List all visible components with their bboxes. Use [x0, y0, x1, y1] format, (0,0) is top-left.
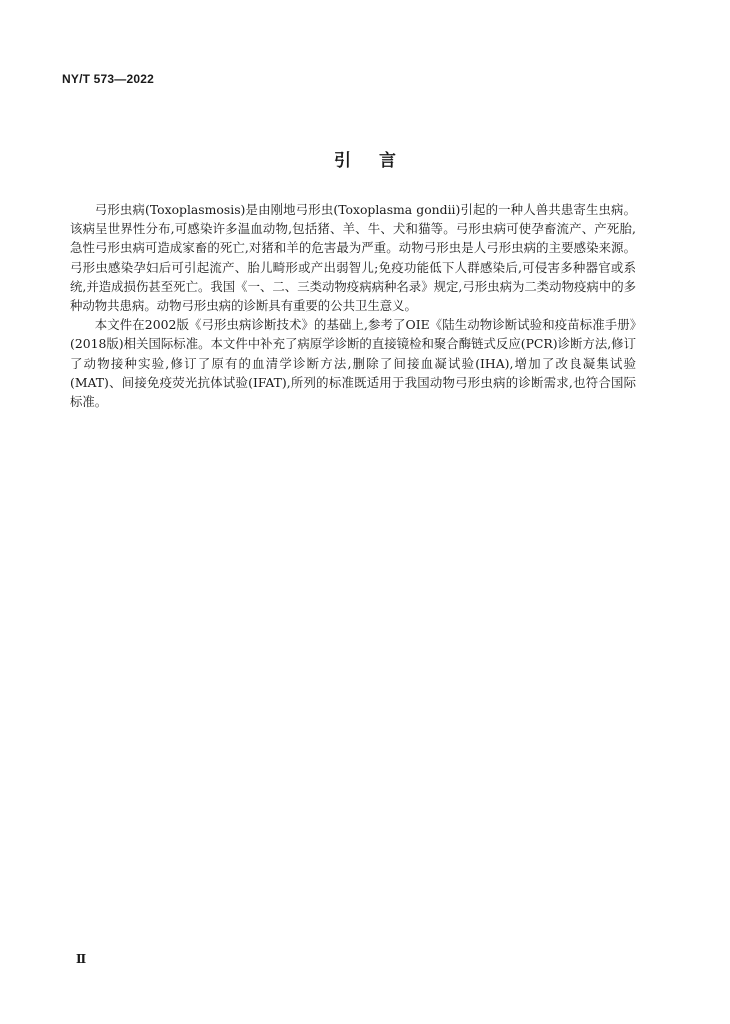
page-title: 引言: [334, 151, 424, 171]
paragraph: 本文件在2002版《弓形虫病诊断技术》的基础上,参考了OIE《陆生动物诊断试验和疫苗标准手册》(2018版)相关国际标准。本文件中补充了病原学诊断的直接镜检和聚合酶链式反应(PCR)诊断方法,修订了动物接种实验,修订了原有的血清学诊断方法,删除了间接血凝试验(IHA),增加了改良凝集试验(MAT)、间接免疫荧光抗体试验(IFAT),所列的标准既适用于我国动物弓形虫病的诊断需求,也符合国际标准。: [70, 317, 636, 410]
standard-code: NY/T 573—2022: [62, 72, 154, 86]
page-number: Ⅱ: [76, 952, 87, 966]
paragraph: 弓形虫病(Toxoplasmosis)是由刚地弓形虫(Toxoplasma gondii)引起的一种人兽共患寄生虫病。该病呈世界性分布,可感染许多温血动物,包括猪、羊、牛、犬和猫等。弓形虫病可使孕畜流产、产死胎,急性弓形虫病可造成家畜的死亡,对猪和羊的危害最为严重。动物弓形虫是人弓形虫病的主要感染来源。弓形虫感染孕妇后可引起流产、胎儿畸形或产出弱智儿;免疫功能低下人群感染后,可侵害多种器官或系统,并造成损伤甚至死亡。我国《一、二、三类动物疫病病种名录》规定,弓形虫病为二类动物疫病中的多种动物共患病。动物弓形虫病的诊断具有重要的公共卫生意义。: [70, 202, 636, 314]
body-text: [70, 200, 636, 411]
